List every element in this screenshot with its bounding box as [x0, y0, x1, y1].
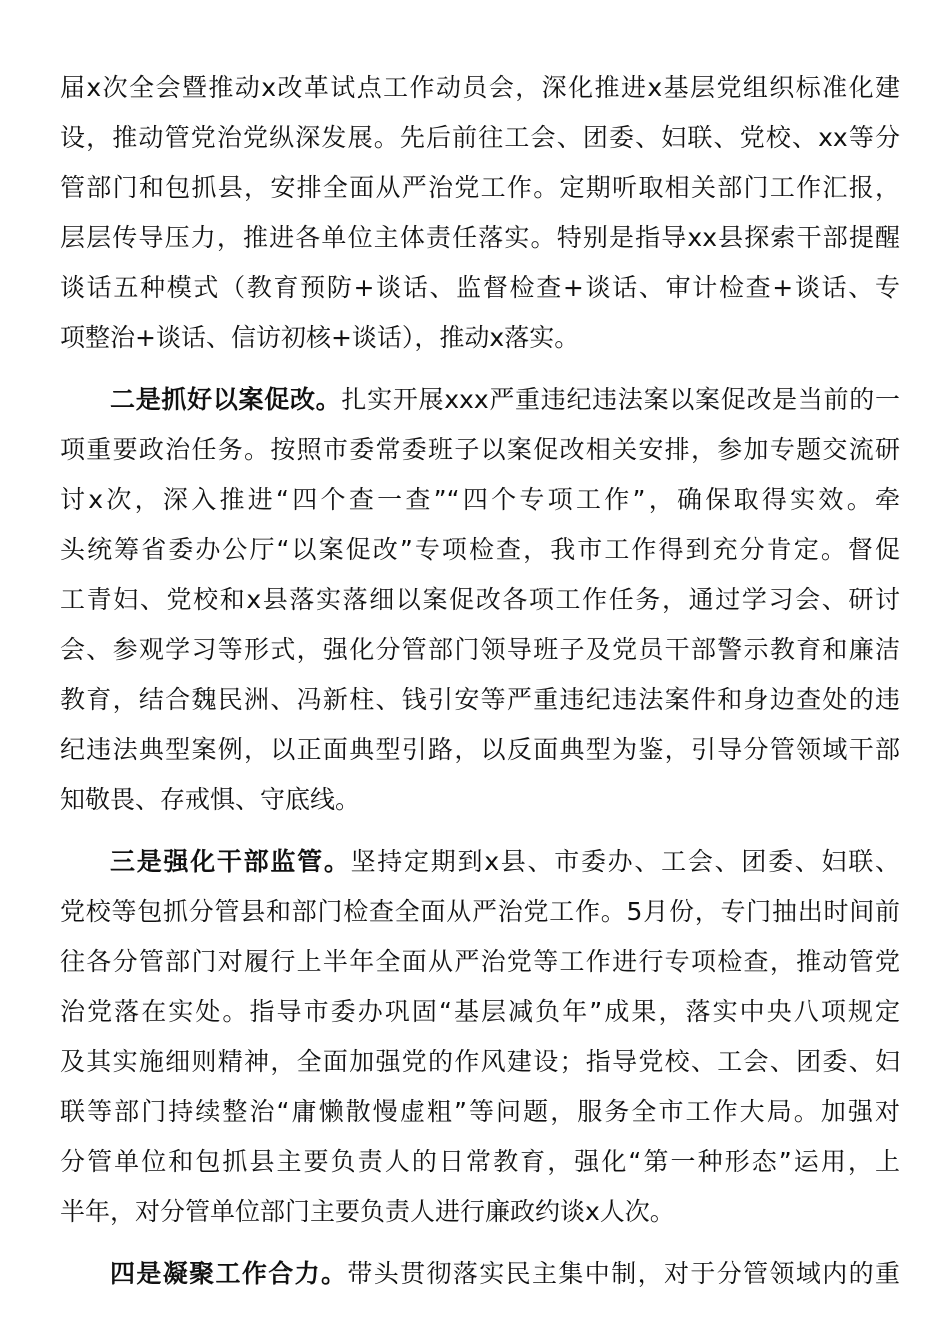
- text-line: 项重要政治任务。按照市委常委班子以案促改相关安排，参加专题交流研: [60, 435, 900, 464]
- text-line: 三是强化干部监管。坚持定期到x县、市委办、工会、团委、妇联、: [110, 847, 900, 876]
- text-line: 半年，对分管单位部门主要负责人进行廉政约谈x人次。: [60, 1197, 675, 1226]
- text-line: 工青妇、党校和x县落实落细以案促改各项工作任务，通过学习会、研讨: [60, 585, 900, 614]
- text-line: 讨x次，深入推进“四个查一查”“四个专项工作”，确保取得实效。牵: [60, 485, 900, 514]
- text-line: 头统筹省委办公厅“以案促改”专项检查，我市工作得到充分肯定。督促: [60, 535, 900, 564]
- text-line: 纪违法典型案例，以正面典型引路，以反面典型为鉴，引导分管领域干部: [60, 735, 900, 764]
- paragraph-case-reform: [60, 375, 900, 825]
- text-line: 及其实施细则精神，全面加强党的作风建设；指导党校、工会、团委、妇: [60, 1047, 900, 1076]
- text-line: 层层传导压力，推进各单位主体责任落实。特别是指导xx县探索干部提醒: [60, 223, 900, 252]
- text-line: 联等部门持续整治“庸懒散慢虚粗”等问题，服务全市工作大局。加强对: [60, 1097, 900, 1126]
- text-line: 管部门和包抓县，安排全面从严治党工作。定期听取相关部门工作汇报，: [60, 173, 900, 202]
- paragraph-continuation: [60, 63, 900, 363]
- text-line: 届x次全会暨推动x改革试点工作动员会，深化推进x基层党组织标准化建: [60, 73, 900, 102]
- text-line: 知敬畏、存戒惧、守底线。: [60, 785, 361, 814]
- text-line: 设，推动管党治党纵深发展。先后前往工会、团委、妇联、党校、xx等分: [60, 123, 900, 152]
- text-line: 四是凝聚工作合力。带头贯彻落实民主集中制，对于分管领域内的重: [110, 1259, 900, 1288]
- text-line: 谈话五种模式（教育预防+谈话、监督检查+谈话、审计检查+谈话、专: [60, 273, 900, 302]
- paragraph-heading: 四是凝聚工作合力。: [110, 1259, 348, 1288]
- text-line: 会、参观学习等形式，强化分管部门领导班子及党员干部警示教育和廉洁: [60, 635, 900, 664]
- paragraph-heading: 三是强化干部监管。: [110, 847, 351, 876]
- text-line: 党校等包抓分管县和部门检查全面从严治党工作。5月份，专门抽出时间前: [60, 897, 900, 926]
- text-line: 二是抓好以案促改。扎实开展xxx严重违纪违法案以案促改是当前的一: [110, 385, 900, 414]
- paragraph-cadre-supervision: [60, 837, 900, 1237]
- text-line: 治党落在实处。指导市委办巩固“基层减负年”成果，落实中央八项规定: [60, 997, 900, 1026]
- text-line: 教育，结合魏民洲、冯新柱、钱引安等严重违纪违法案件和身边查处的违: [60, 685, 900, 714]
- text-line: 往各分管部门对履行上半年全面从严治党等工作进行专项检查，推动管党: [60, 947, 900, 976]
- paragraph-work-synergy: [60, 1249, 900, 1299]
- document-body: [60, 63, 900, 1299]
- paragraph-heading: 二是抓好以案促改。: [110, 385, 342, 414]
- text-line: 分管单位和包抓县主要负责人的日常教育，强化“第一种形态”运用，上: [60, 1147, 900, 1176]
- text-line: 项整治+谈话、信访初核+谈话），推动x落实。: [60, 323, 580, 352]
